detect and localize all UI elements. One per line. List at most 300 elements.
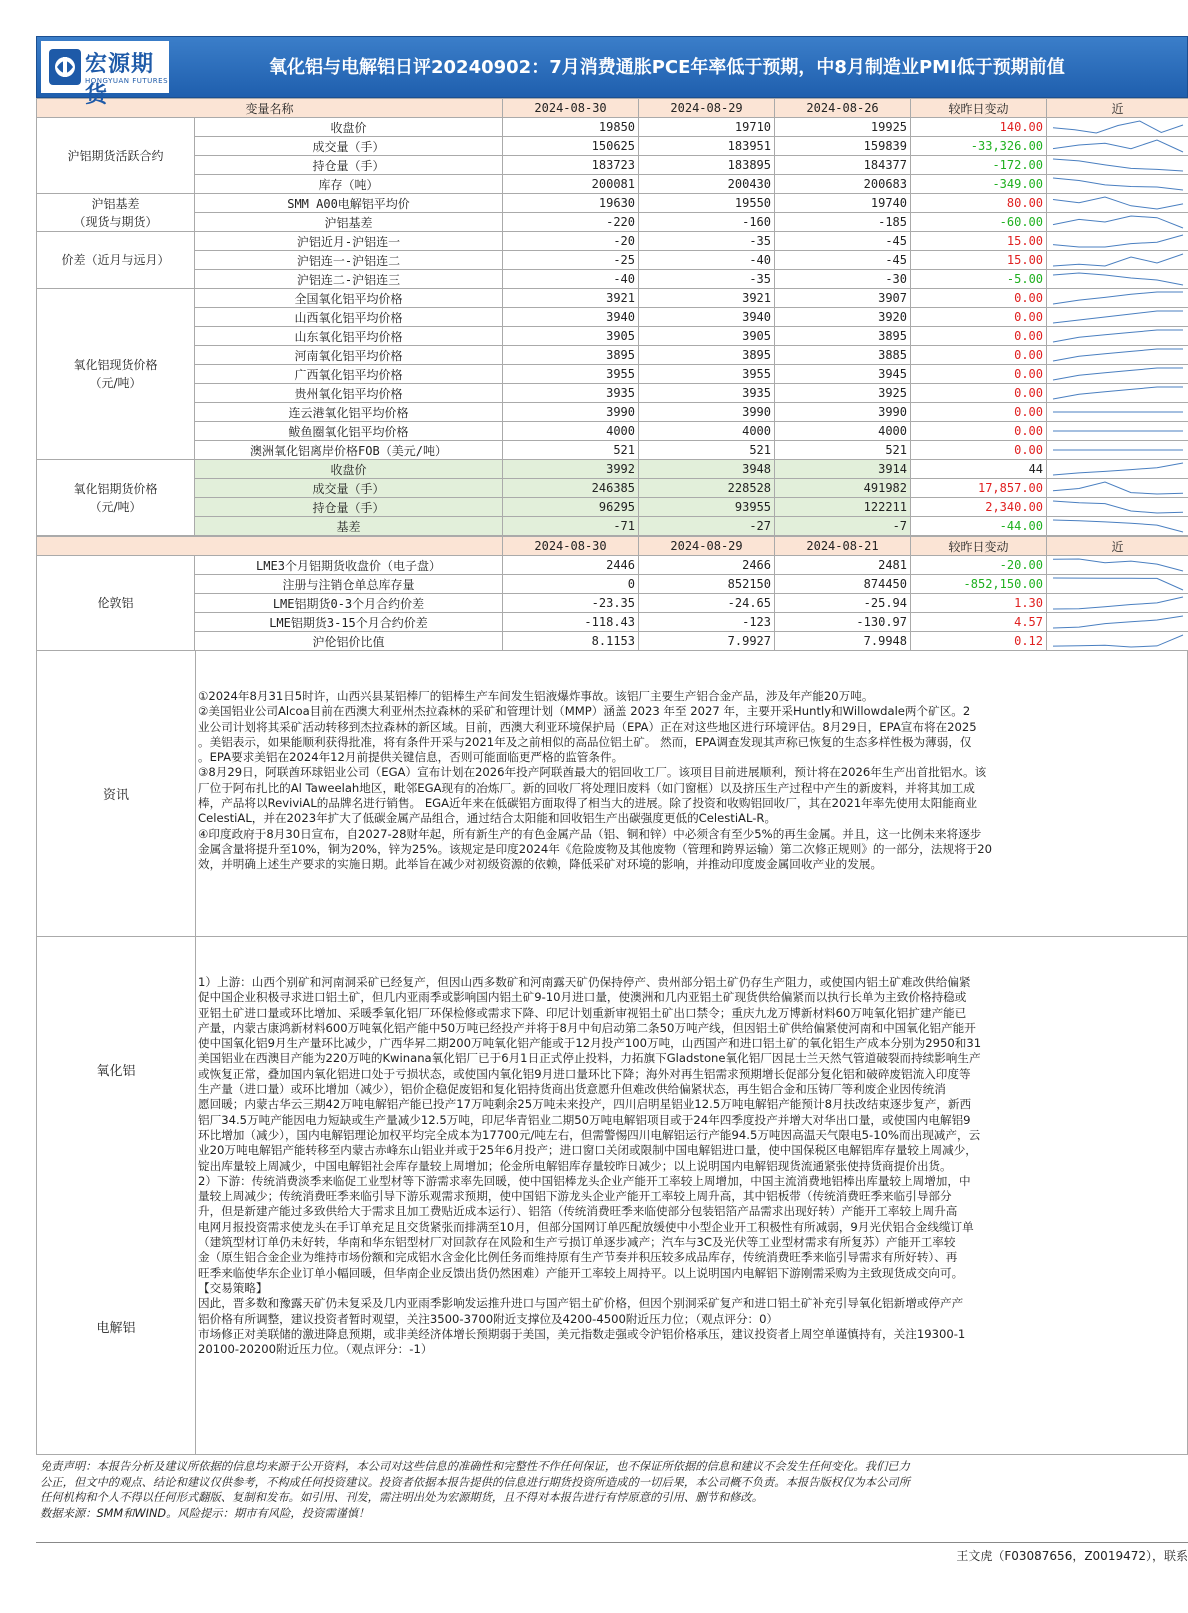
analysis-section — [36, 937, 1188, 1455]
value-cell: 3990 — [639, 403, 775, 422]
value-cell: -130.97 — [775, 613, 911, 632]
news-line: 效，并明确上述生产要求的实施日期。此举旨在减少对初级资源的依赖，降低采矿对环境的影响，并推动印度废金属回收产业的发展。 — [198, 857, 883, 872]
row-name: LME铝期货3-15个月合约价差 — [195, 613, 503, 632]
change-cell: 0.00 — [911, 308, 1047, 327]
sparkline-cell — [1047, 308, 1188, 327]
value-cell: 3885 — [775, 346, 911, 365]
change-cell: -349.00 — [911, 175, 1047, 194]
change-cell: -852,150.00 — [911, 575, 1047, 594]
news-section — [36, 651, 1188, 937]
table-row — [37, 575, 1188, 594]
header-cell: 2024-08-29 — [639, 537, 775, 556]
sparkline-trend — [1053, 121, 1183, 133]
sparkline-cell — [1047, 346, 1188, 365]
change-cell: 0.00 — [911, 384, 1047, 403]
value-cell: 7.9927 — [639, 632, 775, 651]
row-name: 山西氧化铝平均价格 — [195, 308, 503, 327]
sparkline-icon — [1047, 575, 1188, 593]
analysis-category-column — [37, 937, 196, 1454]
row-name: 沪铝近月-沪铝连一 — [195, 232, 503, 251]
table-row — [37, 194, 1188, 213]
value-cell: 3920 — [775, 308, 911, 327]
value-cell: 2481 — [775, 556, 911, 575]
sparkline-icon — [1047, 441, 1188, 459]
logo-text-en: HONGYUAN FUTURES — [85, 77, 169, 85]
value-cell: 3895 — [639, 346, 775, 365]
value-cell: 3935 — [503, 384, 639, 403]
sparkline-icon — [1047, 137, 1188, 155]
analysis-line: 升，但是新建产能过多致供给大于需求且加工费贴近成本运行）、铝箔（传统消费旺季来临使部分包装铝箔产品需求出现好转）产能开工率较上周升高 — [198, 1204, 958, 1219]
row-name: 全国氧化铝平均价格 — [195, 289, 503, 308]
table-header-row — [37, 537, 1188, 556]
sparkline-trend — [1053, 597, 1183, 609]
header-cell: 2024-08-29 — [639, 99, 775, 118]
value-cell: 93955 — [639, 498, 775, 517]
category-cell: 价差（近月与远月） — [37, 232, 195, 289]
row-name: 持仓量（手） — [195, 498, 503, 517]
table-row — [37, 422, 1188, 441]
disclaimer-line: 公正，但文中的观点、结论和建议仅供参考，不构成任何投资建议。投资者依据本报告提供的信息进行期货投资所造成的一切后果，本公司概不负责。本报告版权仅为本公司所 — [40, 1475, 910, 1489]
sparkline-trend — [1053, 330, 1183, 342]
value-cell: 3925 — [775, 384, 911, 403]
sparkline-icon — [1047, 289, 1188, 307]
sparkline-trend — [1053, 197, 1183, 209]
value-cell: 3914 — [775, 460, 911, 479]
row-name: 基差 — [195, 517, 503, 536]
disclaimer-line: 数据来源：SMM和WIND。风险提示：期市有风险，投资需谨慎！ — [40, 1506, 370, 1520]
value-cell: 491982 — [775, 479, 911, 498]
value-cell: -25 — [503, 251, 639, 270]
sparkline-cell — [1047, 403, 1188, 422]
sparkline-cell — [1047, 594, 1188, 613]
header-cell: 2024-08-30 — [503, 537, 639, 556]
row-name: 库存（吨） — [195, 175, 503, 194]
header-variable-name: 变量名称 — [37, 99, 503, 118]
header-cell: 2024-08-26 — [775, 99, 911, 118]
analysis-line: 电网月报投资需求使龙头在手订单充足且交货紧张而排满至10月，但部分国网订单匹配放缓使中小型企业开工积极性有所减弱，9月光伏铝合金线缆订单 — [198, 1219, 974, 1234]
value-cell: 7.9948 — [775, 632, 911, 651]
table-row — [37, 594, 1188, 613]
row-name: 收盘价 — [195, 118, 503, 137]
value-cell: 3990 — [503, 403, 639, 422]
value-cell: 19550 — [639, 194, 775, 213]
sparkline-icon — [1047, 632, 1188, 650]
value-cell: 122211 — [775, 498, 911, 517]
analysis-line: 产量，内蒙古康鸿新材料600万吨氧化铝产能中50万吨已经投产并将于8月中旬启动第二条50万吨产线，但因铝土矿供给偏紧使河南和中国氧化铝产能开 — [198, 1020, 976, 1035]
sparkline-icon — [1047, 422, 1188, 440]
sparkline-cell — [1047, 270, 1188, 289]
value-cell: 874450 — [775, 575, 911, 594]
value-cell: 3921 — [503, 289, 639, 308]
value-cell: -45 — [775, 232, 911, 251]
sparkline-icon — [1047, 403, 1188, 421]
sparkline-trend — [1053, 159, 1183, 171]
change-cell: -20.00 — [911, 556, 1047, 575]
lme-data-table — [36, 536, 1188, 651]
table-row — [37, 632, 1188, 651]
sparkline-trend — [1053, 216, 1183, 228]
analysis-line: 铝价格有所调整，建议投资者暂时观望，关注3500-3700附近支撑位及4200-4500附近压力位；（观点评分：0） — [198, 1311, 779, 1326]
value-cell: -35 — [639, 232, 775, 251]
sparkline-icon — [1047, 118, 1188, 136]
value-cell: -123 — [639, 613, 775, 632]
value-cell: 2446 — [503, 556, 639, 575]
news-line: 厂位于阿布扎比的Al Taweelah地区，毗邻EGA现有的冶炼厂。新的回收厂将处理旧废料（如门窗框）以及挤压生产过程中产生的新废料，并将其加工成 — [198, 780, 975, 795]
sparkline-trend — [1053, 140, 1183, 152]
header-cell: 2024-08-30 — [503, 99, 639, 118]
sparkline-icon — [1047, 384, 1188, 402]
value-cell: 19740 — [775, 194, 911, 213]
sparkline-icon — [1047, 251, 1188, 269]
analysis-line: 旺季来临使华东企业订单小幅回暖，但华南企业反馈出货仍然困难）产能开工率较上周持平。以上说明国内电解铝下游刚需采购为主致现货成交向可。 — [198, 1265, 964, 1280]
analysis-line: 亚铝土矿进口量或环比增加、采暖季氧化铝厂环保检修或需求下降、印尼计划重新审视铝土矿出口禁令；重庆九龙万博新材料60万吨氧化铝扩建产能已 — [198, 1005, 967, 1020]
change-cell: 0.00 — [911, 422, 1047, 441]
value-cell: 3945 — [775, 365, 911, 384]
news-line: 棒，产品将以ReviviAL的品牌名进行销售。 EGA近年来在低碳铝方面取得了相当大的进展。除了投资和收购铝回收厂，其在2021年率先使用太阳能商业 — [198, 796, 978, 811]
analysis-line: 业20万吨电解铝产能转移至内蒙古赤峰东山铝业并或于25年6月投产；进口窗口关闭或限制中国电解铝进口量，使中国保税区电解铝库存量较上周减少， — [198, 1143, 977, 1158]
value-cell: -25.94 — [775, 594, 911, 613]
value-cell: 0 — [503, 575, 639, 594]
value-cell: 8.1153 — [503, 632, 639, 651]
value-cell: -35 — [639, 270, 775, 289]
change-cell: -33,326.00 — [911, 137, 1047, 156]
domestic-data-table — [36, 98, 1188, 536]
value-cell: -45 — [775, 251, 911, 270]
value-cell: 3895 — [503, 346, 639, 365]
disclaimer-line: 任何机构和个人不得以任何形式翻版、复制和发布。如引用、刊发，需注明出处为宏源期货，且不得对本报告进行有悖原意的引用、删节和修改。 — [40, 1491, 764, 1504]
sparkline-trend — [1053, 578, 1183, 590]
value-cell: 521 — [639, 441, 775, 460]
sparkline-trend — [1053, 520, 1183, 532]
analysis-line: 2）下游：传统消费淡季来临促工业型材等下游需求率先回暖，使中国铝棒龙头企业产能开工率较上周增加，中国主流消费地铝棒出库量较上周增加，中 — [198, 1173, 971, 1188]
value-cell: 228528 — [639, 479, 775, 498]
change-cell: 0.00 — [911, 441, 1047, 460]
row-name: 广西氧化铝平均价格 — [195, 365, 503, 384]
table-row — [37, 118, 1188, 137]
change-cell: 1.30 — [911, 594, 1047, 613]
change-cell: 0.00 — [911, 327, 1047, 346]
change-cell: 0.00 — [911, 403, 1047, 422]
category-cell: 沪铝基差 （现货与期货） — [37, 194, 195, 232]
table-row — [37, 270, 1188, 289]
value-cell: 4000 — [639, 422, 775, 441]
value-cell: 184377 — [775, 156, 911, 175]
row-name: 沪伦铝价比值 — [195, 632, 503, 651]
analysis-line: 锭出库量较上周减少，中国电解铝社会库存量较上周增加；伦金所电解铝库存量较昨日减少；以上说明国内电解铝现货流通紧张使持货商提价出货。 — [198, 1158, 952, 1173]
value-cell: 3992 — [503, 460, 639, 479]
company-logo-mark-icon — [47, 47, 83, 87]
sparkline-icon — [1047, 308, 1188, 326]
value-cell: 3905 — [639, 327, 775, 346]
value-cell: 521 — [503, 441, 639, 460]
table-row — [37, 156, 1188, 175]
sparkline-cell — [1047, 365, 1188, 384]
row-name: 沪铝连二-沪铝连三 — [195, 270, 503, 289]
sparkline-cell — [1047, 575, 1188, 594]
report-sheet — [36, 36, 1188, 1564]
change-cell: 15.00 — [911, 232, 1047, 251]
value-cell: 3895 — [775, 327, 911, 346]
sparkline-icon — [1047, 479, 1188, 497]
value-cell: 183723 — [503, 156, 639, 175]
news-line: 。EPA要求美铝在2024年12月前提供关键信息，否则可能面临更严格的监管条件。 — [198, 750, 624, 765]
analysis-line: 促中国企业积极寻求进口铝土矿，但几内亚雨季或影响国内铝土矿9-10月进口量，使澳洲和几内亚铝土矿现货供给偏紧而以执行长单为主致价格持稳或 — [198, 990, 967, 1005]
value-cell: -40 — [639, 251, 775, 270]
report-title: 氧化铝与电解铝日评20240902：7月消费通胀PCE年率低于预期，中8月制造业PMI低于预期前值 — [269, 57, 1065, 78]
news-body — [196, 651, 1187, 936]
sparkline-trend — [1053, 311, 1183, 323]
news-line: CelestiAL，并在2023年扩大了低碳金属产品组合，通过结合太阳能和回收铝生产出碳强度更低的CelestiAL-R。 — [198, 811, 777, 826]
sparkline-trend — [1053, 368, 1183, 380]
row-name: 山东氧化铝平均价格 — [195, 327, 503, 346]
row-name: 沪铝基差 — [195, 213, 503, 232]
value-cell: 2466 — [639, 556, 775, 575]
change-cell: -172.00 — [911, 156, 1047, 175]
analysis-line: （建筑型材订单仍未好转，华南和华东铝型材厂对回款存在风险和生产亏损订单逐步减产；汽车与3C及光伏等工业型材需求有所复苏）产能开工率较 — [198, 1235, 956, 1250]
sparkline-trend — [1053, 482, 1183, 494]
change-cell: 17,857.00 — [911, 479, 1047, 498]
value-cell: 852150 — [639, 575, 775, 594]
value-cell: -23.35 — [503, 594, 639, 613]
value-cell: 4000 — [503, 422, 639, 441]
table-row — [37, 137, 1188, 156]
table-row — [37, 498, 1188, 517]
table-row — [37, 517, 1188, 536]
sparkline-trend — [1053, 273, 1183, 285]
analysis-line: 20100-20200附近压力位。（观点评分：-1） — [198, 1342, 433, 1357]
row-name: 收盘价 — [195, 460, 503, 479]
sparkline-cell — [1047, 384, 1188, 403]
sparkline-cell — [1047, 498, 1188, 517]
sparkline-icon — [1047, 327, 1188, 345]
header-cell: 近 — [1047, 537, 1188, 556]
change-cell: 0.00 — [911, 346, 1047, 365]
sparkline-cell — [1047, 289, 1188, 308]
header-cell: 2024-08-21 — [775, 537, 911, 556]
value-cell: -24.65 — [639, 594, 775, 613]
row-name: 澳洲氧化铝离岸价格FOB（美元/吨） — [195, 441, 503, 460]
sparkline-icon — [1047, 556, 1188, 574]
row-name: 成交量（手） — [195, 479, 503, 498]
change-cell: 80.00 — [911, 194, 1047, 213]
news-line: ③8月29日，阿联酋环球铝业公司（EGA）宣布计划在2026年投产阿联酋最大的铝回收工厂。该项目目前进展顺利，预计将在2026年生产出首批铝水。该 — [198, 765, 987, 780]
sparkline-icon — [1047, 517, 1188, 535]
news-line: ①2024年8月31日5时许，山西兴县某铝棒厂的铝棒生产车间发生铝液爆炸事故。该铝厂主要生产铝合金产品，涉及年产能20万吨。 — [198, 689, 874, 703]
value-cell: 200081 — [503, 175, 639, 194]
value-cell: 3990 — [775, 403, 911, 422]
header-blank — [37, 537, 503, 556]
analysis-line: 环比增加（减少），国内电解铝理论加权平均完全成本为17700元/吨左右，但需警惕四川电解铝运行产能94.5万吨因高温天气限电5-10%而出现减产，云 — [198, 1127, 981, 1142]
sparkline-trend — [1053, 178, 1183, 190]
value-cell: 183895 — [639, 156, 775, 175]
table-row — [37, 403, 1188, 422]
sparkline-trend — [1053, 559, 1183, 571]
category-cell: 氧化铝现货价格 （元/吨） — [37, 289, 195, 460]
value-cell: 200683 — [775, 175, 911, 194]
category-cell: 沪铝期货活跃合约 — [37, 118, 195, 194]
value-cell: 521 — [775, 441, 911, 460]
value-cell: 3935 — [639, 384, 775, 403]
value-cell: -160 — [639, 213, 775, 232]
sparkline-trend — [1053, 254, 1183, 266]
analysis-line: 市场修正对美联储的激进降息预期，或非美经济体增长预期弱于美国，美元指数走强或令沪铝价格承压，建议投资者上周空单谨慎持有，关注19300-1 — [198, 1326, 966, 1341]
change-cell: 0.00 — [911, 289, 1047, 308]
sparkline-trend — [1053, 235, 1183, 247]
analysis-line: 愿回暖；内蒙古华云三期42万吨电解铝产能已投产17万吨剩余25万吨未来投产，四川启明星铝业12.5万吨电解铝产能预计8月扶改结束逐步复产，新西 — [198, 1097, 972, 1112]
sparkline-cell — [1047, 517, 1188, 536]
table-row — [37, 556, 1188, 575]
sparkline-icon — [1047, 213, 1188, 231]
category-cell: 氧化铝期货价格 （元/吨） — [37, 460, 195, 536]
change-cell: -60.00 — [911, 213, 1047, 232]
header-cell: 较昨日变动 — [911, 99, 1047, 118]
table-row — [37, 308, 1188, 327]
table-row — [37, 346, 1188, 365]
value-cell: 3907 — [775, 289, 911, 308]
row-name: 鲅鱼圈氧化铝平均价格 — [195, 422, 503, 441]
row-name: 贵州氧化铝平均价格 — [195, 384, 503, 403]
value-cell: 200430 — [639, 175, 775, 194]
row-name: 沪铝连一-沪铝连二 — [195, 251, 503, 270]
analysis-line: 因此，晋多数和豫露天矿仍未复采及几内亚雨季影响发运推升进口与国产铝土矿价格，但因个别洞采矿复产和进口铝土矿补充引导氧化铝新增或停产产 — [198, 1296, 964, 1311]
analysis-line: 使中国氧化铝9月生产量环比减少，广西华昇二期200万吨氧化铝产能或于12月投产100万吨，山西国产和进口铝土矿的氧化铝生产成本分别为2950和31 — [198, 1036, 982, 1051]
row-name: LME铝期货0-3个月合约价差 — [195, 594, 503, 613]
news-line: 金属含量将提升至10%，铜为20%，锌为25%。该规定是印度2024年《危险废物及其他废物（管理和跨界运输）第二次修正规则》的一部分，法规将于20 — [198, 841, 993, 856]
sparkline-icon — [1047, 156, 1188, 174]
sparkline-trend — [1053, 616, 1183, 628]
analysis-line: 美国铝业在西澳目产能为220万吨的Kwinana氧化铝厂已于6月1日正式停止投料，力拓旗下Gladstone氧化铝厂因昆士兰天然气管道破裂而持续影响生产 — [198, 1051, 981, 1066]
value-cell: -220 — [503, 213, 639, 232]
disclaimer — [36, 1455, 1188, 1543]
change-cell: 0.12 — [911, 632, 1047, 651]
sparkline-icon — [1047, 460, 1188, 478]
table-row — [37, 460, 1188, 479]
row-name: SMM A00电解铝平均价 — [195, 194, 503, 213]
sparkline-cell — [1047, 441, 1188, 460]
sparkline-trend — [1053, 387, 1183, 399]
sparkline-cell — [1047, 613, 1188, 632]
sparkline-cell — [1047, 137, 1188, 156]
table-row — [37, 213, 1188, 232]
value-cell: 4000 — [775, 422, 911, 441]
sparkline-trend — [1053, 292, 1183, 304]
table-row — [37, 479, 1188, 498]
sparkline-icon — [1047, 175, 1188, 193]
value-cell: 3948 — [639, 460, 775, 479]
sparkline-cell — [1047, 460, 1188, 479]
change-cell: 15.00 — [911, 251, 1047, 270]
value-cell: 19710 — [639, 118, 775, 137]
analysis-line: 或恢复正常，叠加国内氧化铝进口处于亏损状态，或使国内氧化铝9月进口量环比下降；海外对再生铝需求预期增长促部分复化铝和破碎废铝流入印度等 — [198, 1066, 971, 1081]
value-cell: -20 — [503, 232, 639, 251]
logo-text: 宏源期货 — [85, 52, 155, 108]
value-cell: -40 — [503, 270, 639, 289]
header-cell: 较昨日变动 — [911, 537, 1047, 556]
sparkline-icon — [1047, 194, 1188, 212]
sparkline-cell — [1047, 118, 1188, 137]
value-cell: -71 — [503, 517, 639, 536]
disclaimer-line: 免责声明：本报告分析及建议所依据的信息均来源于公开资料，本公司对这些信息的准确性和完整性不作任何保证，也不保证所依据的信息和建议不会发生任何变化。我们已力 — [40, 1460, 910, 1473]
sparkline-trend — [1053, 635, 1183, 647]
sparkline-cell — [1047, 194, 1188, 213]
sparkline-icon — [1047, 270, 1188, 288]
sparkline-cell — [1047, 479, 1188, 498]
row-name: 成交量（手） — [195, 137, 503, 156]
value-cell: 19630 — [503, 194, 639, 213]
value-cell: 183951 — [639, 137, 775, 156]
sparkline-icon — [1047, 594, 1188, 612]
sparkline-icon — [1047, 346, 1188, 364]
analysis-line: 金（原生铝合金企业为维持市场份额和完成铝水含金化比例任务而维持原有生产节奏并积压较多成品库存，传统消费旺季来临引导需求有所好转）、再 — [198, 1250, 958, 1265]
value-cell: -30 — [775, 270, 911, 289]
table-row — [37, 289, 1188, 308]
author-line: 王文虎（F03087656，Z0019472），联系 — [956, 1549, 1188, 1563]
row-name: 注册与注销仓单总库存量 — [195, 575, 503, 594]
change-cell: 44 — [911, 460, 1047, 479]
value-cell: 3940 — [639, 308, 775, 327]
change-cell: 4.57 — [911, 613, 1047, 632]
news-line: ④印度政府于8月30日宣布，自2027-28财年起，所有新生产的有色金属产品（铝、铜和锌）中必须含有至少5%的再生金属。并且，这一比例未来将逐步 — [198, 826, 982, 841]
sparkline-cell — [1047, 213, 1188, 232]
row-name: LME3个月铝期货收盘价（电子盘） — [195, 556, 503, 575]
value-cell: 19925 — [775, 118, 911, 137]
value-cell: 3940 — [503, 308, 639, 327]
table-row — [37, 384, 1188, 403]
analysis-line: 生产量（进口量）或环比增加（减少），铝价企稳促废铝和复化铝持货商出货意愿升但难改供给偏紧状态，再生铝合金和压铸厂等利废企业因传统消 — [198, 1082, 946, 1097]
table-header-row — [37, 99, 1188, 118]
value-cell: -185 — [775, 213, 911, 232]
sparkline-cell — [1047, 327, 1188, 346]
analysis-line: 【交易策略】 — [198, 1280, 268, 1295]
value-cell: 96295 — [503, 498, 639, 517]
value-cell: 19850 — [503, 118, 639, 137]
change-cell: -5.00 — [911, 270, 1047, 289]
company-logo — [41, 41, 169, 108]
sparkline-icon — [1047, 613, 1188, 631]
sparkline-trend — [1053, 349, 1183, 361]
row-name: 连云港氧化铝平均价格 — [195, 403, 503, 422]
news-line: 业公司计划将其采矿活动转移到杰拉森林的新区域。目前，西澳大利亚环境保护局（EPA）正在对这些地区进行环境评估。8月29日，EPA宣布将在2025 — [198, 719, 977, 734]
sparkline-icon — [1047, 232, 1188, 250]
news-line: ②美国铝业公司Alcoa目前在西澳大利亚州杰拉森林的采矿和管理计划（MMP）涵盖 2023 年至 2027 年，主要开采Huntly和Willowdale两个矿区。2 — [198, 704, 971, 719]
sparkline-cell — [1047, 156, 1188, 175]
value-cell: 246385 — [503, 479, 639, 498]
value-cell: 3955 — [503, 365, 639, 384]
value-cell: -27 — [639, 517, 775, 536]
value-cell: -7 — [775, 517, 911, 536]
table-row — [37, 327, 1188, 346]
analysis-category-alumina: 氧化铝 — [96, 1064, 136, 1079]
sparkline-trend — [1053, 501, 1183, 513]
news-line: 。美铝表示，如果能顺利获得批准，将有条件开采与2021年及之前相似的高品位铝土矿。 然而，EPA调查发现其声称已恢复的生态多样性极为薄弱，仅 — [198, 734, 972, 749]
sparkline-cell — [1047, 556, 1188, 575]
analysis-line: 铝厂34.5万吨产能因电力短缺或生产量减少12.5万吨，印尼华青铝业二期50万吨电解铝项目或于24年四季度投产并增大对华出口量，或使国内电解铝9 — [198, 1112, 971, 1127]
table-row — [37, 251, 1188, 270]
sparkline-icon — [1047, 498, 1188, 516]
analysis-body — [196, 937, 1187, 1454]
value-cell: 3905 — [503, 327, 639, 346]
analysis-category-aluminium: 电解铝 — [96, 1321, 136, 1336]
change-cell: -44.00 — [911, 517, 1047, 536]
sparkline-cell — [1047, 232, 1188, 251]
table-row — [37, 175, 1188, 194]
news-category: 资讯 — [37, 651, 196, 936]
sparkline-cell — [1047, 422, 1188, 441]
value-cell: 3921 — [639, 289, 775, 308]
value-cell: 150625 — [503, 137, 639, 156]
value-cell: 159839 — [775, 137, 911, 156]
table-row — [37, 365, 1188, 384]
